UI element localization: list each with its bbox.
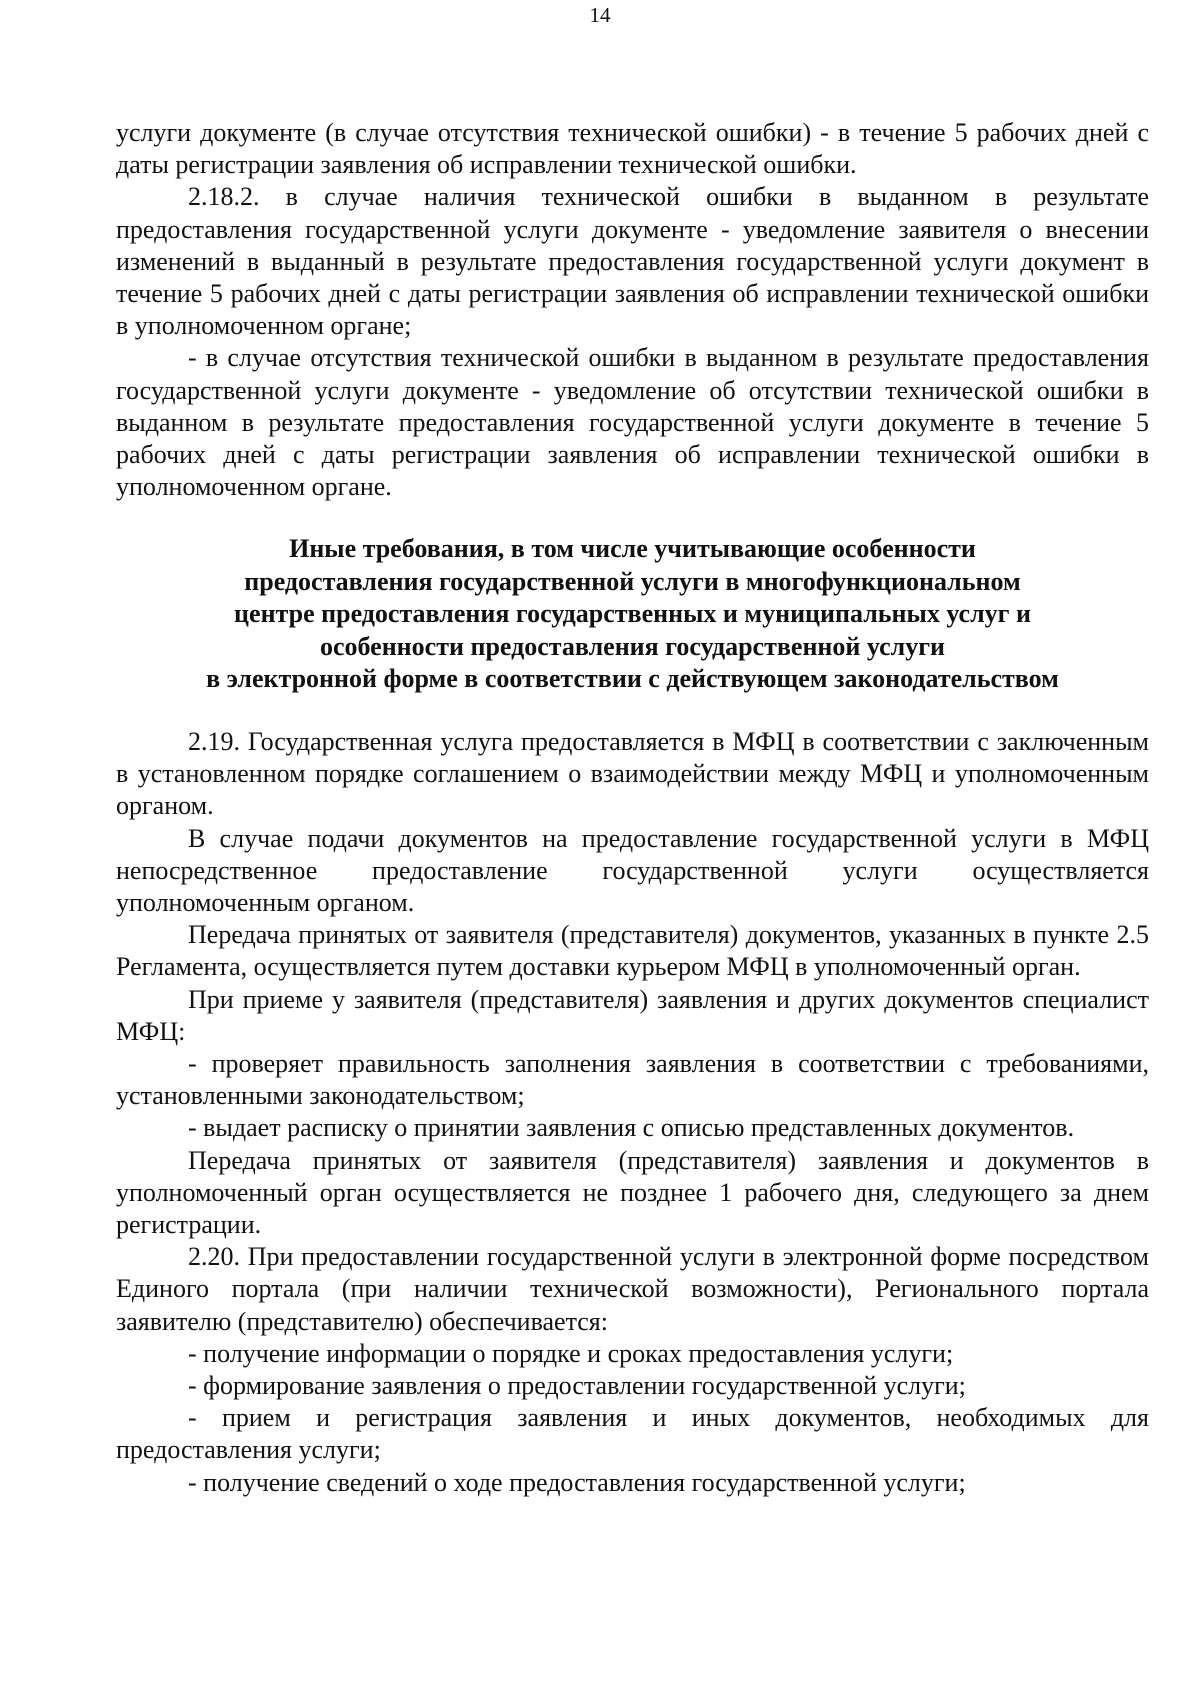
paragraph: 2.19. Государственная услуга предоставляется в МФЦ в соответствии с заключенным в установленном порядке соглашением о взаимодействии между МФЦ и уполномоченным органом. — [116, 726, 1149, 821]
paragraph: Передача принятых от заявителя (представителя) документов, указанных в пункте 2.5 Регламента, осуществляется путем доставки курьером МФЦ в уполномоченный орган. — [116, 920, 1149, 982]
paragraph: 2.20. При предоставлении государственной услуги в электронной форме посредством Единого портала (при наличии технической возможности), Регионального портала заявителю (представителю) обеспечивается: — [116, 1242, 1149, 1336]
heading-line: в электронной форме в соответствии с действующем законодательством — [206, 664, 1059, 694]
list-item: - формирование заявления о предоставлении государственной услуги; — [188, 1371, 966, 1400]
document-body — [116, 117, 1149, 1499]
list-item: - получение информации о порядке и сроках предоставления услуги; — [188, 1338, 954, 1368]
heading-line: Иные требования, в том числе учитывающие особенности — [289, 534, 976, 564]
list-item: - получение сведений о ходе предоставления государственной услуги; — [188, 1467, 966, 1497]
list-item: - проверяет правильность заполнения заявления в соответствии с требованиями, установленными законодательством; — [116, 1048, 1149, 1111]
list-item: - прием и регистрация заявления и иных документов, необходимых для предоставления услуги; — [116, 1403, 1149, 1465]
heading-line: предоставления государственной услуги в многофункциональном — [244, 566, 1021, 596]
page-number: 14 — [589, 3, 611, 27]
section-heading — [116, 533, 1149, 696]
paragraph: В случае подачи документов на предоставление государственной услуги в МФЦ непосредственное предоставление государственной услуги осуществляется уполномоченным органом. — [116, 823, 1149, 917]
heading-line: центре предоставления государственных и муниципальных услуг и — [234, 599, 1031, 629]
paragraph: При приеме у заявителя (представителя) заявления и других документов специалист МФЦ: — [116, 984, 1149, 1046]
paragraph: 2.18.2. в случае наличия технической ошибки в выданном в результате предоставления государственной услуги документе - уведомление заявителя о внесении изменений в выданный в результате предоставления государственной услуги документ в течение 5 рабочих дней с даты регистрации заявления об исправлении технической ошибки в уполномоченном органе; — [116, 182, 1149, 341]
list-item: - выдает расписку о принятии заявления с описью представленных документов. — [188, 1113, 1075, 1143]
heading-line: особенности предоставления государственной услуги — [319, 631, 946, 661]
paragraph: - в случае отсутствия технической ошибки в выданном в результате предоставления государственной услуги документе - уведомление об отсутствии технической ошибки в выданном в результате предоставления государственной услуги документе в течение 5 рабочих дней с даты регистрации заявления об исправлении технической ошибки в уполномоченном органе. — [116, 343, 1149, 502]
paragraph: услуги документе (в случае отсутствия технической ошибки) - в течение 5 рабочих дней с даты регистрации заявления об исправлении технической ошибки. — [116, 118, 1149, 180]
paragraph: Передача принятых от заявителя (представителя) заявления и документов в уполномоченный орган осуществляется не позднее 1 рабочего дня, следующего за днем регистрации. — [116, 1145, 1149, 1239]
